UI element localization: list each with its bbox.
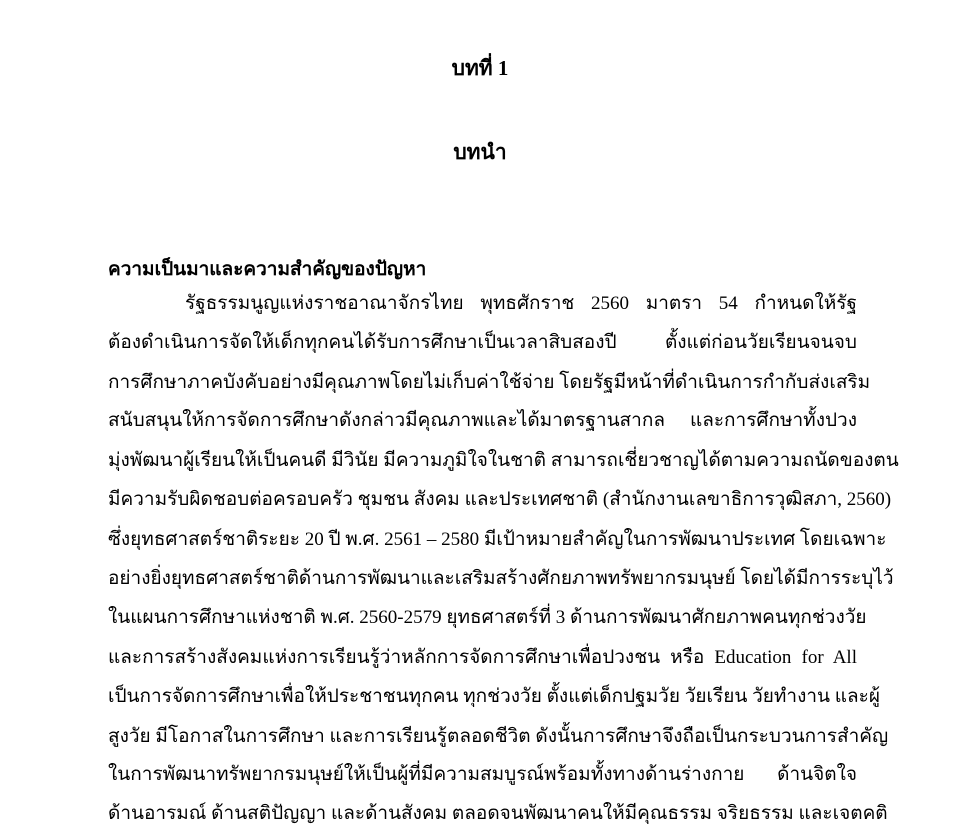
paragraph-line: มีความรับผิดชอบต่อครอบครัว ชุมชน สังคม และประเทศชาติ (สำนักงานเลขาธิการวุฒิสภา, 2560) — [108, 489, 892, 510]
paragraph-line: เป็นการจัดการศึกษาเพื่อให้ประชาชนทุกคน ทุกช่วงวัย ตั้งแต่เด็กปฐมวัย วัยเรียน วัยทำงาน และผู้ — [108, 686, 881, 707]
paragraph-line: อย่างยิ่งยุทธศาสตร์ชาติด้านการพัฒนาและเสริมสร้างศักยภาพทรัพยากรมนุษย์ โดยได้มีการระบุไว้ — [108, 568, 894, 589]
paragraph-line: และการสร้างสังคมแห่งการเรียนรู้ว่าหลักการจัดการศึกษาเพื่อปวงชน หรือ Education for All — [108, 647, 857, 668]
paragraph-line: รัฐธรรมนูญแห่งราชอาณาจักรไทย พุทธศักราช 2560 มาตรา 54 กำหนดให้รัฐ — [185, 293, 857, 314]
paragraph-line: มุ่งพัฒนาผู้เรียนให้เป็นคนดี มีวินัย มีความภูมิใจในชาติ สามารถเชี่ยวชาญได้ตามความถนัดของตน — [108, 450, 899, 471]
paragraph-line: ซึ่งยุทธศาสตร์ชาติระยะ 20 ปี พ.ศ. 2561 – 2580 มีเป้าหมายสำคัญในการพัฒนาประเทศ โดยเฉพาะ — [108, 529, 887, 550]
paragraph-line: สูงวัย มีโอกาสในการศึกษา และการเรียนรู้ตลอดชีวิต ดังนั้นการศึกษาจึงถือเป็นกระบวนการสำคัญ — [108, 726, 889, 747]
paragraph-line: การศึกษาภาคบังคับอย่างมีคุณภาพโดยไม่เก็บค่าใช้จ่าย โดยรัฐมีหน้าที่ดำเนินการกำกับส่งเสริม — [108, 372, 871, 393]
chapter-name: บทนำ — [453, 140, 507, 164]
section-heading: ความเป็นมาและความสำคัญของปัญหา — [108, 259, 427, 280]
paragraph-line: ในแผนการศึกษาแห่งชาติ พ.ศ. 2560-2579 ยุทธศาสตร์ที่ 3 ด้านการพัฒนาศักยภาพคนทุกช่วงวัย — [108, 607, 867, 628]
paragraph-line: ต้องดำเนินการจัดให้เด็กทุกคนได้รับการศึกษาเป็นเวลาสิบสองปี ตั้งแต่ก่อนวัยเรียนจนจบ — [108, 332, 857, 353]
chapter-title: บทที่ 1 — [451, 56, 509, 80]
paragraph-line: ด้านอารมณ์ ด้านสติปัญญา และด้านสังคม ตลอดจนพัฒนาคนให้มีคุณธรรม จริยธรรม และเจตคติ — [108, 803, 888, 824]
paragraph-line: สนับสนุนให้การจัดการศึกษาดังกล่าวมีคุณภาพและได้มาตรฐานสากล และการศึกษาทั้งปวง — [108, 410, 857, 431]
paragraph-line: ในการพัฒนาทรัพยากรมนุษย์ให้เป็นผู้ที่มีความสมบูรณ์พร้อมทั้งทางด้านร่างกาย ด้านจิตใจ — [108, 764, 857, 785]
